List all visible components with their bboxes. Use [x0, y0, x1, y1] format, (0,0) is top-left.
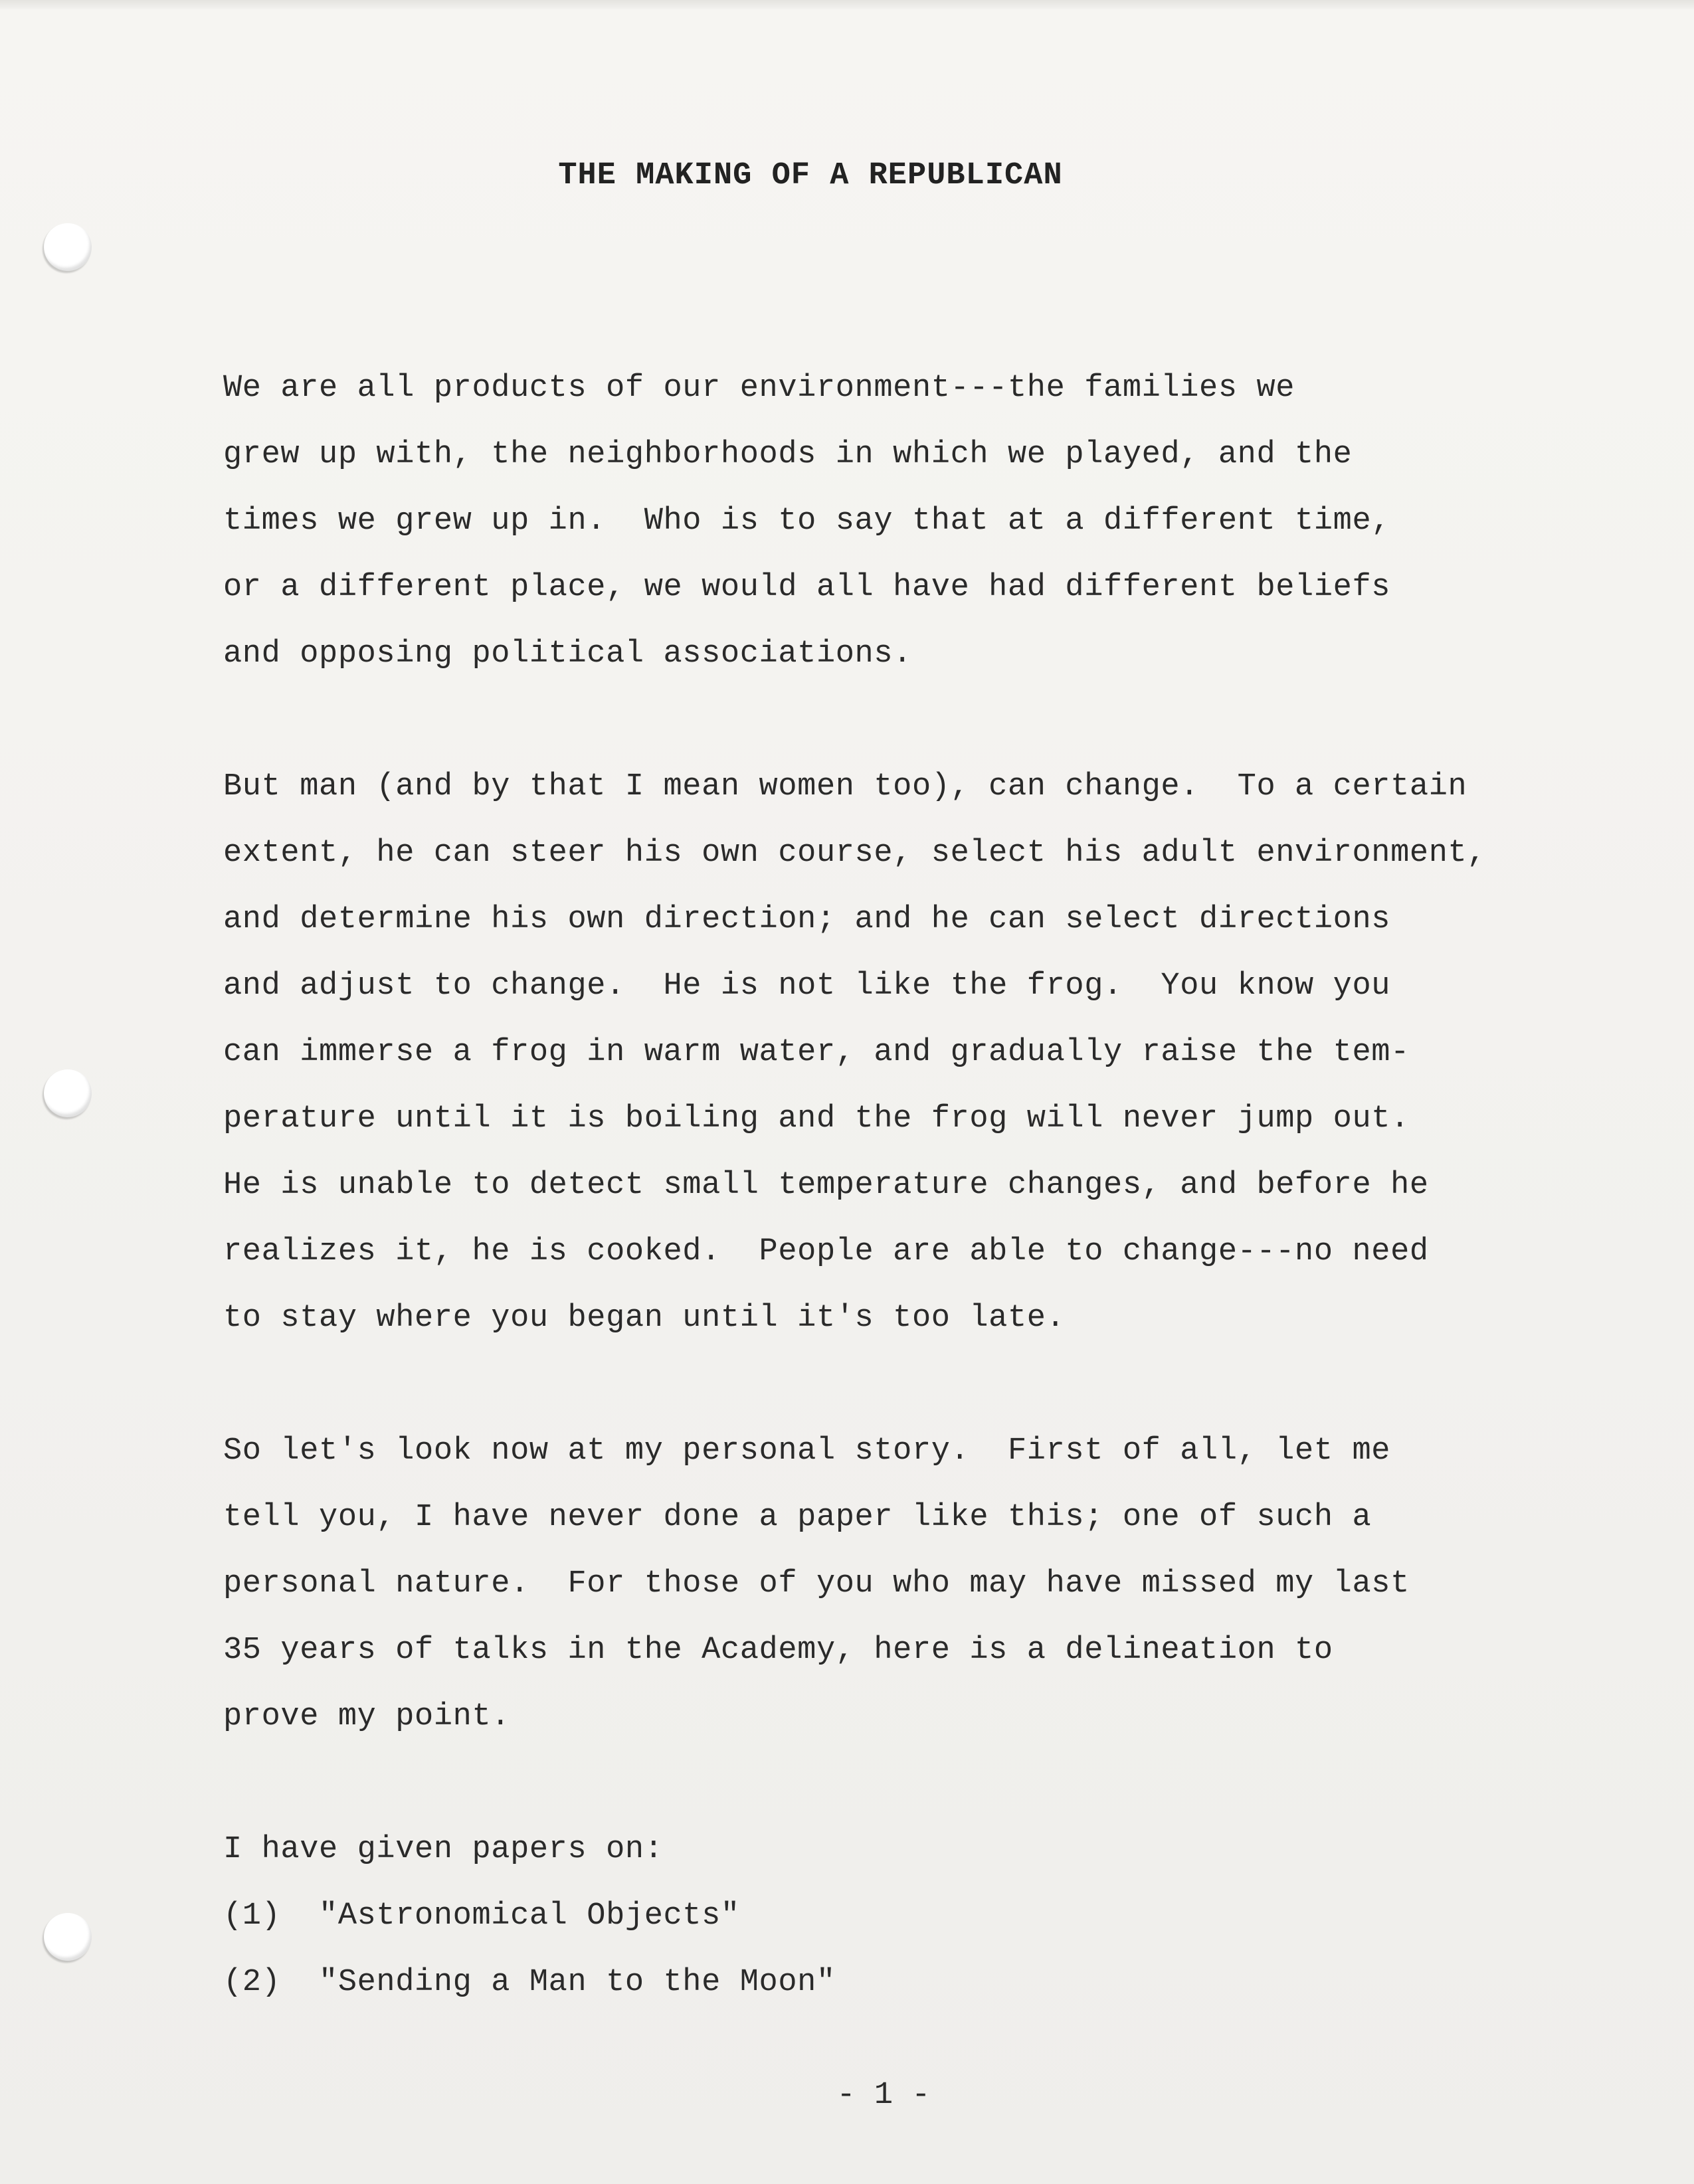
paragraph-3: [223, 1418, 1585, 1750]
text-line: prove my point.: [223, 1699, 511, 1734]
text-line: personal nature. For those of you who may have missed my last: [223, 1566, 1410, 1601]
text-line: We are all products of our environment---the families we: [223, 371, 1295, 406]
list-item: (2) "Sending a Man to the Moon": [223, 1965, 836, 2000]
punch-hole-bottom: [44, 1913, 92, 1961]
paragraph-2: [223, 754, 1585, 1352]
text-line: perature until it is boiling and the frog will never jump out.: [223, 1101, 1410, 1137]
text-line: and adjust to change. He is not like the frog. You know you: [223, 968, 1391, 1004]
text-line: realizes it, he is cooked. People are able to change---no need: [223, 1234, 1429, 1269]
text-line: grew up with, the neighborhoods in which we played, and the: [223, 437, 1353, 472]
text-line: times we grew up in. Who is to say that at a different time,: [223, 503, 1391, 539]
text-line: tell you, I have never done a paper like this; one of such a: [223, 1500, 1372, 1535]
text-line: and opposing political associations.: [223, 636, 912, 672]
text-line: But man (and by that I mean women too), can change. To a certain: [223, 769, 1467, 804]
page-title: THE MAKING OF A REPUBLICAN: [558, 158, 1063, 193]
text-line: and determine his own direction; and he can select directions: [223, 902, 1391, 937]
text-line: or a different place, we would all have had different beliefs: [223, 570, 1391, 605]
page-top-edge: [0, 0, 1694, 9]
text-line: I have given papers on:: [223, 1832, 664, 1867]
paragraph-gap: [223, 1352, 1585, 1418]
text-line: to stay where you began until it's too late.: [223, 1301, 1066, 1336]
paragraph-gap: [223, 687, 1585, 754]
paragraph-gap: [223, 1750, 1585, 1817]
text-line: extent, he can steer his own course, select his adult environment,: [223, 836, 1487, 871]
body-text: [223, 355, 1585, 2016]
list-item: (1) "Astronomical Objects": [223, 1898, 740, 1934]
paragraph-1: [223, 355, 1585, 687]
page-number: - 1 -: [836, 2078, 931, 2113]
text-line: He is unable to detect small temperature changes, and before he: [223, 1168, 1429, 1203]
text-line: 35 years of talks in the Academy, here is a delineation to: [223, 1633, 1333, 1668]
text-line: can immerse a frog in warm water, and gradually raise the tem-: [223, 1035, 1410, 1070]
punch-hole-middle: [44, 1069, 92, 1117]
paragraph-4: [223, 1817, 1585, 2016]
text-line: So let's look now at my personal story. First of all, let me: [223, 1433, 1391, 1469]
punch-hole-top: [44, 223, 92, 271]
